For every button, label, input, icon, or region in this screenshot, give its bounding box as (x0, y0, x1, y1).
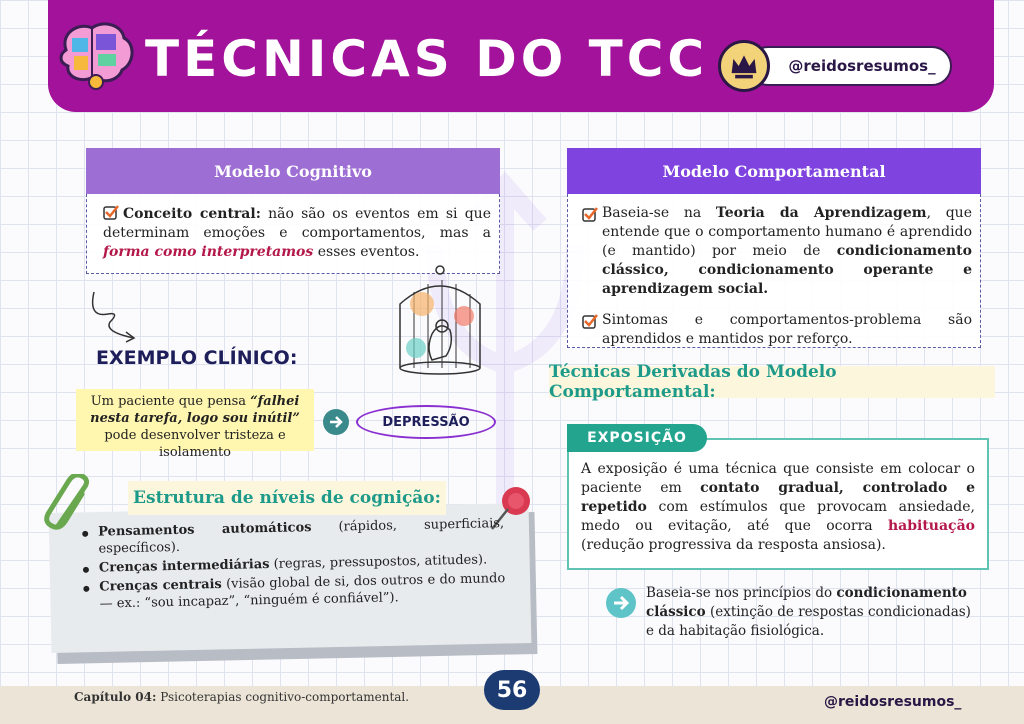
central-concept-label: Conceito central: (123, 206, 261, 222)
list-item (79, 570, 506, 613)
classical-note-suffix: (extinção de respostas condicionadas) e da habitação fisiológica. (646, 604, 971, 639)
learning-theory-prefix: Baseia-se na (602, 205, 716, 221)
cognition-levels-list (78, 515, 506, 615)
central-concept-end: esses eventos. (313, 244, 420, 260)
learning-theory-text: , que entende que o comportamento humano é aprendido (e mantido) por meio de (602, 205, 972, 259)
learning-theory-term: Teoria da Aprendizagem (715, 205, 927, 221)
symptoms-text: Sintomas e comportamentos-problema são aprendidos e mantidos por reforço. (602, 312, 972, 347)
exposure-text-1: A exposição é uma técnica que consiste em colocar o paciente em (581, 461, 975, 496)
exposure-label: EXPOSIÇÃO (567, 424, 707, 452)
level-term: Crenças centrais (99, 577, 222, 595)
arrow-right-circle-icon (323, 409, 349, 435)
check-icon (582, 313, 598, 329)
derived-techniques-title: Técnicas Derivadas do Modelo Comportamental: (549, 366, 995, 398)
arrow-right-circle-icon (606, 588, 636, 618)
behavioral-model-title: Modelo Comportamental (567, 148, 981, 194)
exposure-strong-1: contato gradual, controlado e repetido (581, 480, 975, 515)
handle-badge: @reidosresumos_ (748, 46, 952, 86)
cognition-levels-title: Estrutura de níveis de cognição: (128, 481, 446, 515)
behavioral-model-body (567, 194, 981, 348)
page-title: TÉCNICAS DO TCC (145, 30, 709, 88)
level-desc: (visão global de si, dos outros e do mundo — ex.: “sou incapaz”, “ninguém é confiável”). (99, 571, 506, 612)
clinical-example-note (76, 389, 314, 460)
footer-handle: @reidosresumos_ (824, 694, 962, 710)
classical-conditioning-note (646, 584, 982, 641)
caged-person-icon (392, 264, 488, 379)
exposure-text (581, 460, 975, 555)
example-note-suffix: pode desenvolver tristeza e isolamento (104, 428, 286, 460)
chapter-text: Psicoterapias cognitivo-comportamental. (156, 690, 410, 704)
check-icon (582, 206, 598, 222)
central-concept-text: não são os eventos em si que determinam emoções e comportamentos, mas a (103, 206, 491, 241)
list-item (582, 204, 972, 299)
example-note-prefix: Um paciente que pensa (90, 394, 251, 409)
clinical-example-heading: EXEMPLO CLÍNICO: (96, 347, 298, 369)
conditioning-types: condicionamento clássico, condicionamento operante e aprendizagem social. (602, 243, 972, 297)
depression-result: DEPRESSÃO (356, 405, 496, 439)
level-term: Pensamentos automáticos (98, 520, 312, 540)
check-icon (103, 204, 119, 220)
exposure-text-3: (redução progressiva da resposta ansiosa). (581, 537, 886, 553)
level-desc: (regras, pressupostos, atitudes). (269, 552, 488, 572)
cognitive-model-title: Modelo Cognitivo (86, 148, 500, 194)
level-term: Crenças intermediárias (98, 556, 270, 576)
level-desc: (rápidos, superficiais, específicos). (98, 516, 505, 557)
cognitive-model-body (86, 194, 500, 274)
classical-note-prefix: Baseia-se nos princípios do (646, 585, 837, 601)
crown-icon (718, 40, 770, 92)
list-item (582, 311, 972, 349)
interpretation-emphasis: forma como interpretamos (103, 244, 314, 260)
page-number-badge: 56 (484, 670, 540, 710)
habituation-term: habituação (887, 518, 975, 534)
example-quote: “falhei nesta tarefa, logo sou inútil” (90, 394, 300, 426)
exposure-text-2: com estímulos que provocam ansiedade, medo ou evitação, até que ocorra (581, 499, 975, 534)
brain-puzzle-icon (56, 20, 136, 92)
chapter-label: Capítulo 04: (74, 690, 157, 704)
classical-note-strong: condicionamento clássico (646, 585, 967, 620)
curvy-arrow-icon (86, 288, 146, 346)
footer-chapter (74, 690, 409, 704)
